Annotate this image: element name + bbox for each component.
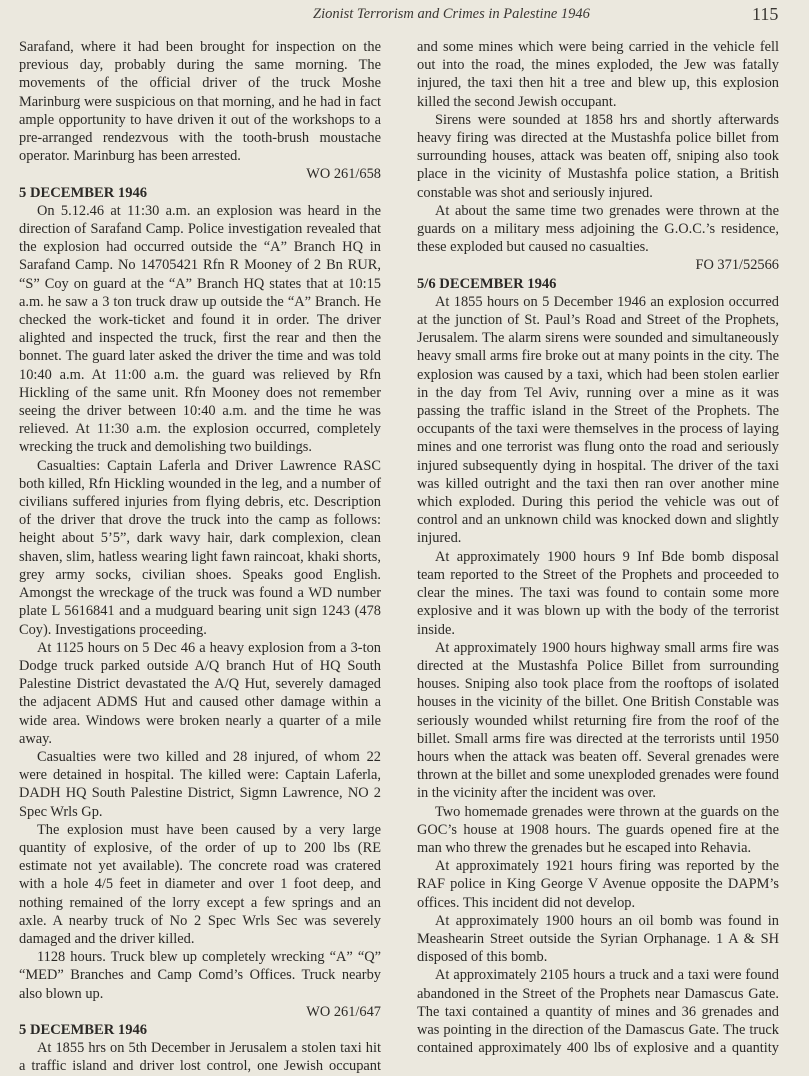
paragraph: The explosion must have been caused by a very large quantity of explosive, of the order of up to 200 lbs (RE estimate not yet available). The concrete road was cratered with a hole 4/5 feet in diameter and over 1 foot deep, and nothing remained of the lorry except a few springs and an axle. A nearby truck of No 2 Spec Wrls Sec was severely damaged and the driver killed. — [19, 821, 381, 947]
paragraph: At approximately 1921 hours firing was reported by the RAF police in King George V Avenue opposite the DAPM’s offices. This incident did not develop. — [417, 858, 779, 911]
paragraph: and some mines which were being carried in the vehicle fell out into the road, the mines exploded, the Jew was fatally injured, the taxi then hit a tree and blew up, this explosion killed the second Jewish occupant. — [417, 39, 779, 110]
page-number: 115 — [752, 4, 779, 24]
source-reference: WO 261/647 — [306, 1003, 381, 1020]
paragraph: At 1125 hours on 5 Dec 46 a heavy explosion from a 3-ton Dodge truck parked outside A/Q branch Hut of HQ South Palestine District devastated the A/Q Hut, severely damaged the adjacent ADMS Hut and caused other damage within a wide area. Windows were broken nearly a quarter of a mile away. — [19, 639, 381, 747]
paragraph: At approximately 1900 hours highway small arms fire was directed at the Mustashfa Police Billet from surrounding houses. Sniping also took place from the rooftops of isolated houses in the vicinity of the billet. One British Constable was seriously wounded whilst returning fire from the roof of the billet. Small arms fire was directed at the terrorists until 1950 hours when the attack was beaten off. Several grenades were thrown at the billet and some unexploded grenades were found in the vicinity after the incident was over. — [417, 639, 779, 802]
paragraph: Casualties were two killed and 28 injured, of whom 22 were detained in hospital. The killed were: Captain Laferla, DADH HQ South Palestine District, Sigmn Lawrence, NO 2 Spec Wrls Gp. — [19, 748, 381, 820]
paragraph: At approximately 1900 hours an oil bomb was found in Meashearin Street outside the Syrian Orphanage. 1 A & SH disposed of this bomb. — [417, 912, 779, 966]
paragraph: At approximately 2105 hours a truck and a taxi were found abandoned in the Street of the Prophets near Damascus Gate. The taxi contained a quantity of mines and 36 grenades and was pointing in the direction of the Damascus Gate. The truck contained approximately 400 lbs of explosive and a quantity — [417, 967, 779, 1057]
paragraph: Sirens were sounded at 1858 hrs and shortly afterwards heavy firing was directed at the Mustashfa police billet from surrounding houses, attack was beaten off, sniping also took place in the vicinity of Mustashfa police station, a British constable was shot and seriously injured. — [417, 111, 779, 201]
running-header — [0, 4, 809, 28]
paragraph: At 1855 hrs on 5th December in Jerusalem a stolen taxi hit a traffic island and driver lost control, one Jewish occupant — [19, 1040, 381, 1075]
paragraph: Sarafand, where it had been brought for inspection on the previous day, probably during the same morning. The movements of the official driver of the truck Moshe Marinburg were suspicious on that morning, and he had in fact ample opportunity to have driven it out of the workshops to a pre-arranged rendezvous with the tooth-brush moustache operator. Marinburg has been arrested. — [19, 39, 381, 165]
section-heading: 5 DECEMBER 1946 — [19, 184, 148, 201]
paragraph: Casualties: Captain Laferla and Driver Lawrence RASC both killed, Rfn Hickling wounded in the leg, and a number of civilians suffered injuries from flying debris, etc. Description of the driver that drove the truck into the camp as follows: height about 5’5”, dark wavy hair, dark complexion, clean shaven, slim, hatless wearing light fawn raincoat, khaki shorts, grey army socks, civilian shoes. Speaks good English. Amongst the wreckage of the truck was found a WD number plate L 5616841 and a mudguard bearing unit sign 1243 (478 Coy). Investigations proceeding. — [19, 457, 381, 638]
section-heading: 5/6 DECEMBER 1946 — [417, 275, 557, 292]
paragraph: At about the same time two grenades were thrown at the guards on a military mess adjoining the G.O.C.’s residence, these exploded but caused no casualties. — [417, 202, 779, 256]
source-reference: WO 261/658 — [306, 166, 381, 183]
source-reference: FO 371/52566 — [695, 257, 779, 274]
paragraph: On 5.12.46 at 11:30 a.m. an explosion was heard in the direction of Sarafand Camp. Police investigation revealed that the explosion had occurred outside the “A” Branch HQ in Sarafand Camp. No 14705421 Rfn R Mooney of 2 Bn RUR, “S” Coy on guard at the “A” Branch HQ states that at 10:15 a.m. he saw a 3 ton truck draw up outside the “A” Branch. He checked the work-ticket and found it in order. The driver alighted and inspected the truck, first the rear and then the bonnet. The guard later asked the driver the time and was told 10:40 a.m. At 11:00 a.m. the guard was relieved by Rfn Hickling of the same unit. Rfn Mooney does not remember seeing the driver between 10:40 a.m. and the time he was relieved. At 11:30 a.m. the explosion occurred, completely wrecking the truck and demolishing two buildings. — [19, 202, 381, 456]
right-column — [417, 38, 779, 1057]
section-heading: 5 DECEMBER 1946 — [19, 1021, 148, 1038]
paragraph: Two homemade grenades were thrown at the guards on the GOC’s house at 1908 hours. The guards opened fire at the man who threw the grenades but he escaped into Rehavia. — [417, 803, 779, 856]
paragraph: At approximately 1900 hours 9 Inf Bde bomb disposal team reported to the Street of the Prophets and proceeded to clear the mines. The taxi was found to contain some more explosive and it was blown up with the body of the terrorist inside. — [417, 548, 779, 638]
running-title: Zionist Terrorism and Crimes in Palestine 1946 — [313, 6, 590, 22]
paragraph: At 1855 hours on 5 December 1946 an explosion occurred at the junction of St. Paul’s Road and Street of the Prophets, Jerusalem. The alarm sirens were sounded and simultaneously heavy small arms fire broke out at many points in the city. The explosion was caused by a taxi, which had been stolen earlier in the day from Tel Aviv, running over a mine as it was passing the traffic island in the Street of the Prophets. The occupants of the taxi were themselves in the process of laying mines and one terrorist was flung onto the road and seriously injured subsequently dying in hospital. The driver of the taxi was killed outright and the taxi then ran over another mine which exploded. During this period the vehicle was out of control and an unknown child was knocked down and slightly injured. — [417, 293, 779, 547]
paragraph: 1128 hours. Truck blew up completely wrecking “A” “Q” “MED” Branches and Camp Comd’s Offices. Truck nearby also blown up. — [19, 949, 381, 1002]
left-column — [19, 38, 381, 1076]
